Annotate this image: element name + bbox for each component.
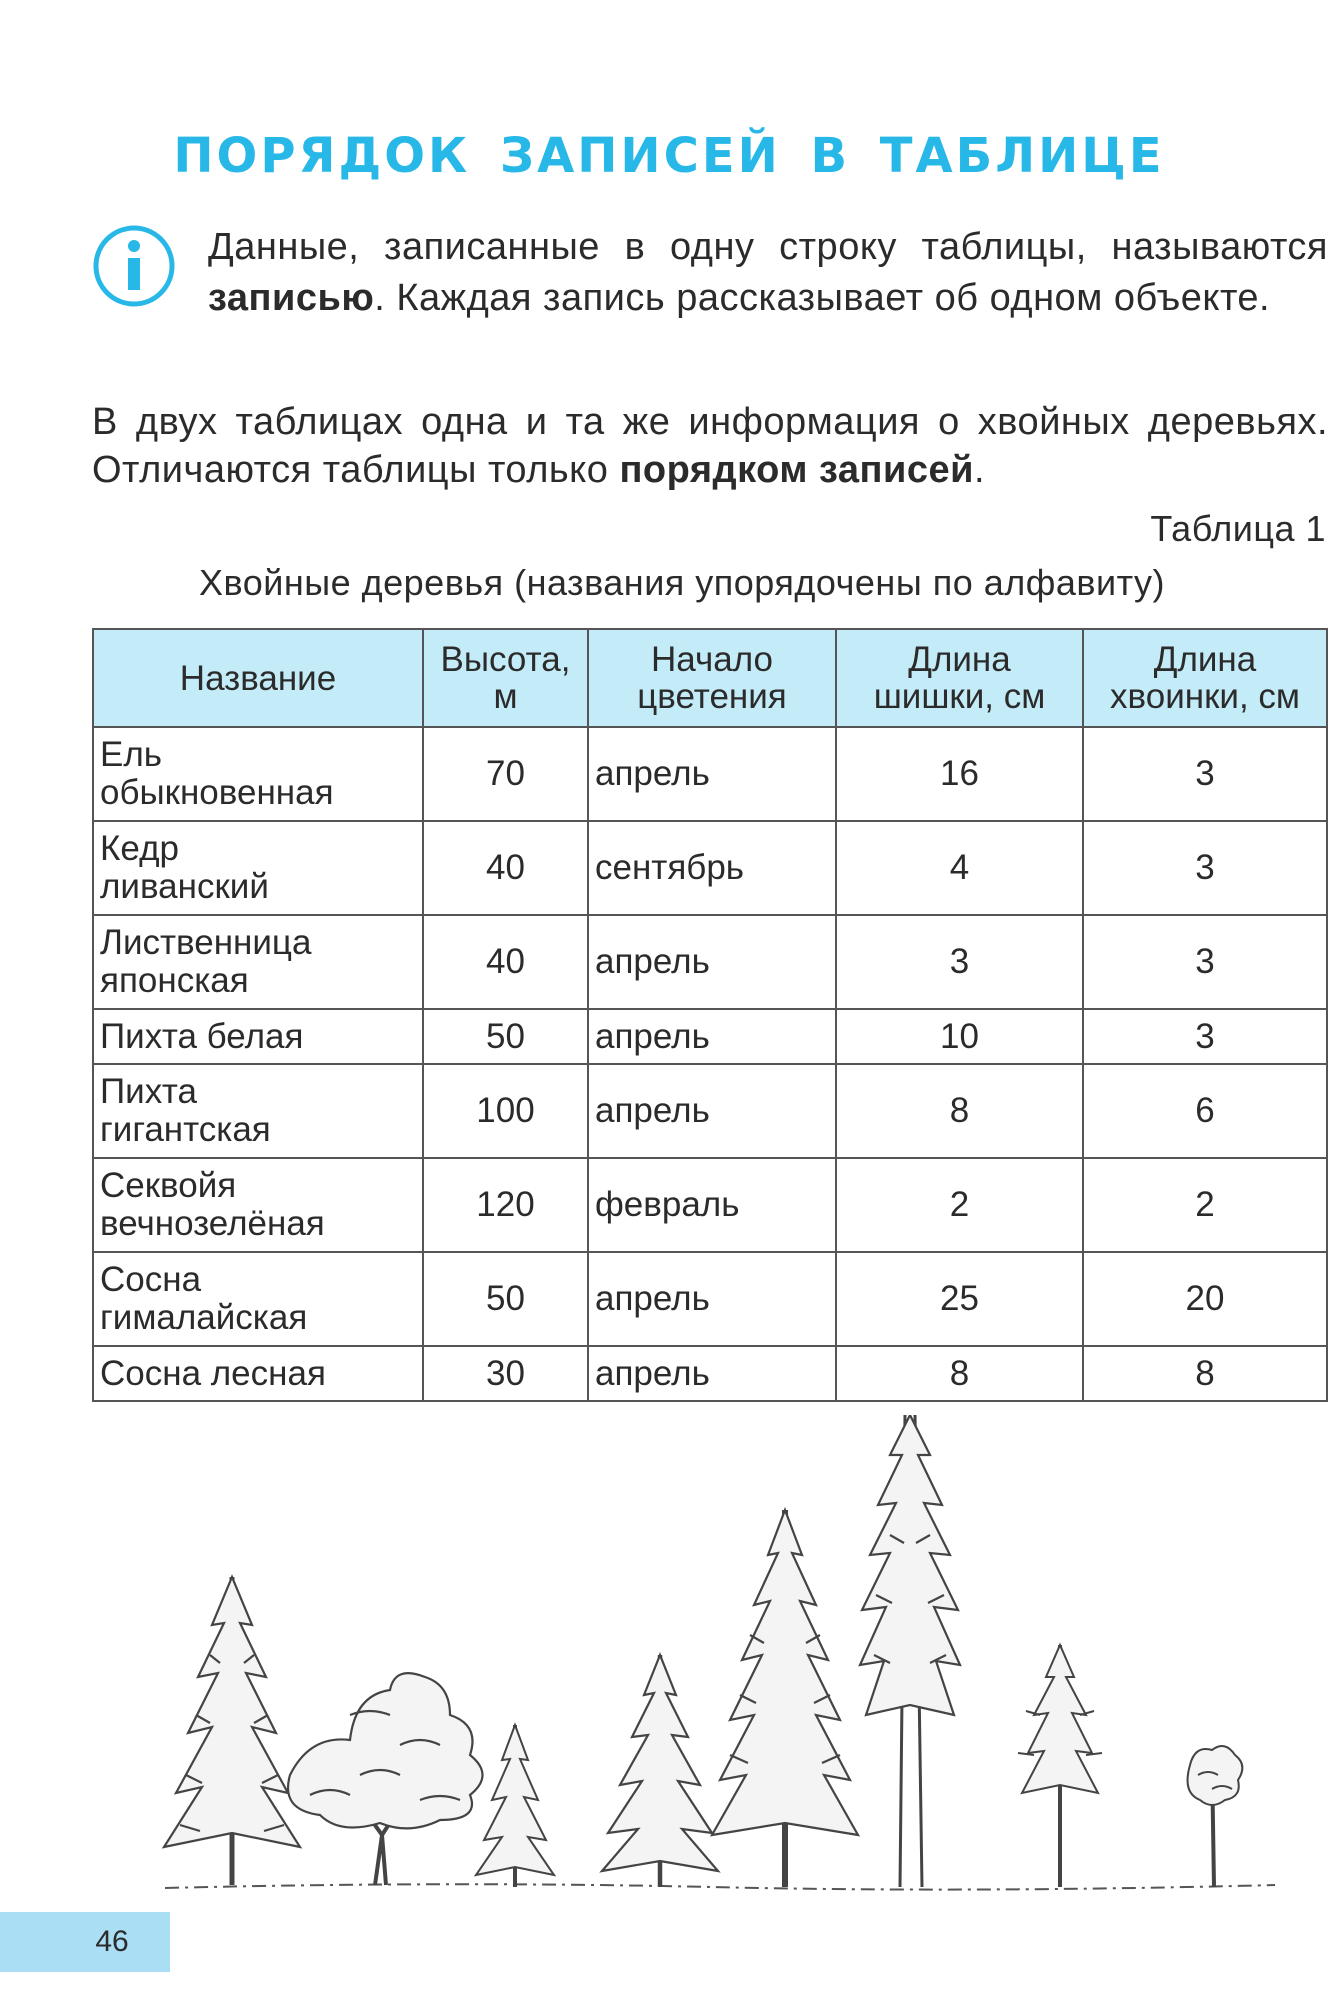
ground-line: [165, 1884, 1275, 1889]
cell-height: 120: [423, 1158, 588, 1252]
sequoia-tree-icon: [860, 1415, 960, 1887]
cell-name: Секвойя вечнозелёная: [93, 1158, 423, 1252]
conifer-trees-illustration: [150, 1415, 1280, 1905]
cell-height: 70: [423, 727, 588, 821]
cedar-tree-icon: [288, 1673, 483, 1885]
term-order: порядком записей: [619, 449, 974, 491]
cell-cone: 10: [836, 1009, 1083, 1064]
page-number-tab: [0, 1912, 170, 1972]
table-row: [93, 1252, 1327, 1346]
cell-cone: 8: [836, 1346, 1083, 1401]
cell-needle: 2: [1083, 1158, 1327, 1252]
spruce-tree-icon: [164, 1577, 300, 1885]
cell-height: 40: [423, 821, 588, 915]
cell-needle: 6: [1083, 1064, 1327, 1158]
col-header-bloom: Начало цветения: [588, 629, 836, 727]
cell-bloom: февраль: [588, 1158, 836, 1252]
table-row: [93, 1009, 1327, 1064]
cell-name: Пихта гигантская: [93, 1064, 423, 1158]
table-header-row: [93, 629, 1327, 727]
cell-height: 30: [423, 1346, 588, 1401]
cell-cone: 3: [836, 915, 1083, 1009]
cell-cone: 4: [836, 821, 1083, 915]
intro-paragraph: В двух таблицах одна и та же информация о хвойных деревьях. Отличаются таблицы только порядком записей.: [92, 401, 1328, 491]
cell-height: 50: [423, 1252, 588, 1346]
cell-needle: 3: [1083, 1009, 1327, 1064]
conifer-table: [92, 628, 1328, 1402]
cell-needle: 8: [1083, 1346, 1327, 1401]
cell-name: Сосна лесная: [93, 1346, 423, 1401]
col-header-cone: Длина шишки, см: [836, 629, 1083, 727]
cell-bloom: сентябрь: [588, 821, 836, 915]
cell-cone: 8: [836, 1064, 1083, 1158]
table-row: [93, 727, 1327, 821]
table-number: Таблица 1: [1150, 508, 1326, 549]
cell-name: Сосна гималайская: [93, 1252, 423, 1346]
table-row: [93, 1064, 1327, 1158]
page-number: 46: [95, 1925, 129, 1958]
table-row: [93, 915, 1327, 1009]
giant-fir-tree-icon: [712, 1510, 858, 1887]
cell-cone: 2: [836, 1158, 1083, 1252]
cell-bloom: апрель: [588, 1346, 836, 1401]
cell-bloom: апрель: [588, 727, 836, 821]
col-header-needle: Длина хвоинки, см: [1083, 629, 1327, 727]
cell-name: Лиственница японская: [93, 915, 423, 1009]
white-fir-tree-icon: [602, 1655, 718, 1887]
cell-needle: 3: [1083, 727, 1327, 821]
cell-name: Пихта белая: [93, 1009, 423, 1064]
term-record: записью: [208, 277, 375, 319]
larch-tree-icon: [476, 1725, 554, 1887]
table-caption: Хвойные деревья (названия упорядочены по алфавиту): [198, 562, 1165, 603]
info-icon: [92, 224, 176, 308]
cell-needle: 3: [1083, 915, 1327, 1009]
cell-bloom: апрель: [588, 1009, 836, 1064]
scots-pine-tree-icon: [1188, 1746, 1243, 1887]
page-title: ПОРЯДОК ЗАПИСЕЙ В ТАБЛИЦЕ: [173, 128, 1165, 184]
cell-height: 50: [423, 1009, 588, 1064]
cell-bloom: апрель: [588, 915, 836, 1009]
cell-name: Кедр ливанский: [93, 821, 423, 915]
table-row: [93, 821, 1327, 915]
table-row: [93, 1346, 1327, 1401]
cell-needle: 20: [1083, 1252, 1327, 1346]
himalayan-pine-tree-icon: [1018, 1645, 1102, 1887]
cell-cone: 25: [836, 1252, 1083, 1346]
cell-bloom: апрель: [588, 1064, 836, 1158]
cell-name: Ель обыкновенная: [93, 727, 423, 821]
cell-cone: 16: [836, 727, 1083, 821]
info-definition: Данные, записанные в одну строку таблицы, называются записью. Каждая запись рассказывает об одном объекте.: [208, 226, 1328, 319]
cell-height: 100: [423, 1064, 588, 1158]
cell-bloom: апрель: [588, 1252, 836, 1346]
col-header-height: Высота, м: [423, 629, 588, 727]
cell-needle: 3: [1083, 821, 1327, 915]
col-header-name: Название: [93, 629, 423, 727]
table-row: [93, 1158, 1327, 1252]
cell-height: 40: [423, 915, 588, 1009]
